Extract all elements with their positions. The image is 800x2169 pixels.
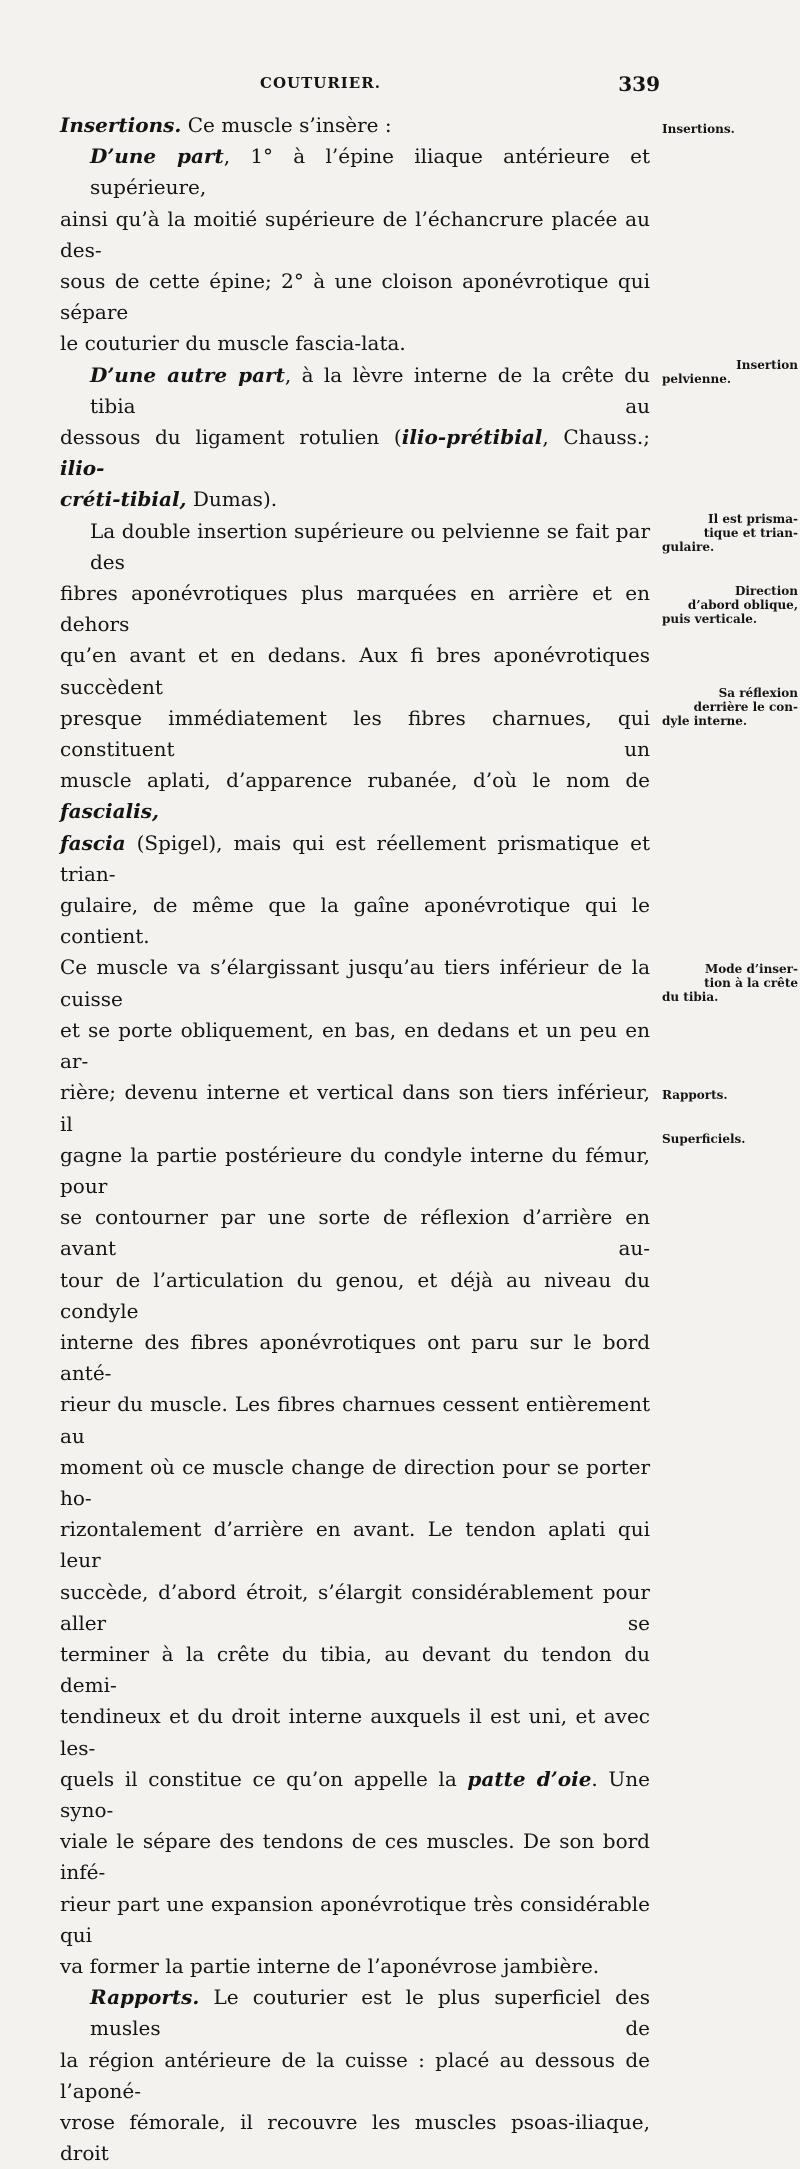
text-line: D’une autre part, à la lèvre interne de la crête du tibia au	[90, 362, 650, 418]
text-line: terminer à la crête du tibia, au devant du tendon du demi-	[60, 1641, 650, 1698]
text-line: moment où ce muscle change de direction pour se porter ho-	[60, 1454, 650, 1510]
text-line: succède, d’abord étroit, s’élargit considérablement pour aller se	[60, 1579, 650, 1635]
text-line: quels il constitue ce qu’on appelle la patte d’oie. Une syno-	[60, 1766, 650, 1822]
running-title: COUTURIER.	[260, 74, 381, 92]
text-line: se contourner par une sorte de réflexion d’arrière en avant au-	[60, 1205, 650, 1261]
margin-note-superficiels: Superficiels.	[662, 1132, 746, 1146]
text-line: la région antérieure de la cuisse : placé au dessous de l’aponé-	[60, 2047, 650, 2103]
text-line: vrose fémorale, il recouvre les muscles psoas-iliaque, droit	[60, 2110, 650, 2166]
margin-note-reflexion: Sa réflexion derrière le con- dyle interne.	[662, 686, 798, 728]
text-line: muscle aplati, d’apparence rubanée, d’où le nom de fascialis,	[60, 768, 650, 824]
margin-note-direction: Direction d’abord oblique, puis verticale.	[662, 584, 798, 626]
text-line: qu’en avant et en dedans. Aux fi bres aponévrotiques succèdent	[60, 643, 650, 699]
section-label-rapports: Rapports.	[90, 1985, 200, 2010]
text-line: le couturier du muscle fascia-lata.	[60, 331, 406, 356]
text-line: D’une part, 1° à l’épine iliaque antérieure et supérieure,	[90, 144, 650, 200]
body-text	[60, 110, 650, 2169]
text-line: Insertions. Ce muscle s’insère :	[60, 113, 392, 137]
text-line: Ce muscle va s’élargissant jusqu’au tiers inférieur de la cuisse	[60, 955, 650, 1011]
margin-note-insertion-pelvienne: Insertion pelvienne.	[662, 358, 798, 386]
text-line: Rapports. Le couturier est le plus superficiel des musles de	[90, 1985, 650, 2041]
text-line: interne des fibres aponévrotiques ont paru sur le bord anté-	[60, 1329, 650, 1386]
text-line: presque immédiatement les fibres charnues, qui constituent un	[60, 705, 650, 762]
text-line: La double insertion supérieure ou pelvienne se fait par des	[90, 518, 650, 574]
text-line: tendineux et du droit interne auxquels il est uni, et avec les-	[60, 1704, 650, 1760]
text-line: ainsi qu’à la moitié supérieure de l’échancrure placée au des-	[60, 206, 650, 262]
text-line: fascia (Spigel), mais qui est réellement prismatique et trian-	[60, 830, 650, 886]
margin-note-rapports: Rapports.	[662, 1088, 728, 1102]
phrase-une-part: D’une part	[90, 144, 224, 169]
text-line: va former la partie interne de l’aponévrose jambière.	[60, 1953, 600, 1978]
text-line: dessous du ligament rotulien (ilio-prétibial, Chauss.; ilio-	[60, 425, 650, 481]
margin-note-mode-insertion: Mode d’inser- tion à la crête du tibia.	[662, 962, 798, 1004]
margin-note-prismatique: Il est prisma- tique et trian- gulaire.	[662, 512, 798, 554]
text-line: gagne la partie postérieure du condyle interne du fémur, pour	[60, 1142, 650, 1198]
text-line: gulaire, de même que la gaîne aponévrotique qui le contient.	[60, 893, 650, 949]
text-line: fibres aponévrotiques plus marquées en arrière et en dehors	[60, 581, 650, 637]
section-label-insertions: Insertions.	[60, 113, 182, 137]
text-line: sous de cette épine; 2° à une cloison aponévrotique qui sépare	[60, 269, 650, 325]
margin-note-insertions: Insertions.	[662, 122, 735, 136]
text-line: rière; devenu interne et vertical dans son tiers inférieur, il	[60, 1080, 650, 1136]
page-number: 339	[618, 72, 660, 96]
phrase-une-autre-part: D’une autre part	[90, 362, 285, 387]
text-line: rieur du muscle. Les fibres charnues cessent entièrement au	[60, 1392, 650, 1448]
page-header	[60, 72, 660, 102]
text-line: et se porte obliquement, en bas, en dedans et un peu en ar-	[60, 1017, 650, 1074]
text-line: créti-tibial, Dumas).	[60, 487, 278, 512]
text-line: viale le sépare des tendons de ces muscles. De son bord infé-	[60, 1829, 650, 1885]
text-line: rizontalement d’arrière en avant. Le tendon aplati qui leur	[60, 1517, 650, 1573]
text-line: tour de l’articulation du genou, et déjà au niveau du condyle	[60, 1267, 650, 1323]
text-line: rieur part une expansion aponévrotique très considérable qui	[60, 1891, 650, 1947]
